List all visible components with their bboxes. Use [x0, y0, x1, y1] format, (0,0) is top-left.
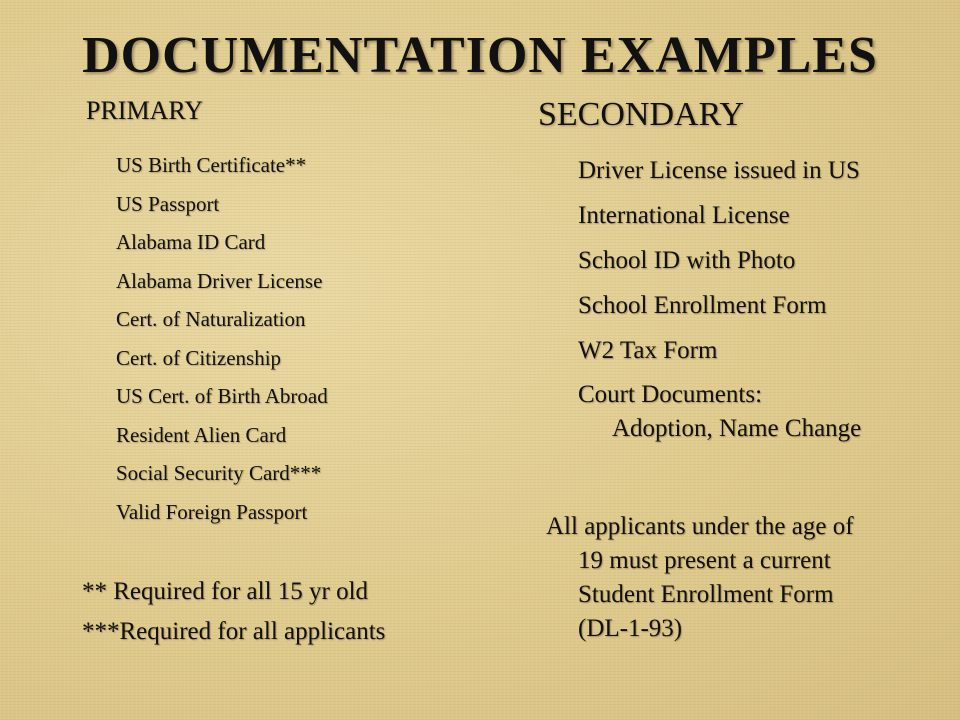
primary-item: Social Security Card*** — [116, 461, 322, 485]
primary-note: ** Required for all 15 yr old — [82, 578, 369, 605]
secondary-heading: SECONDARY — [538, 96, 744, 133]
primary-item: US Cert. of Birth Abroad — [116, 384, 328, 408]
primary-notes — [82, 572, 385, 652]
secondary-item: School ID with Photo — [578, 247, 796, 274]
primary-item: Valid Foreign Passport — [116, 499, 308, 524]
primary-note: ***Required for all applicants — [82, 618, 386, 645]
secondary-item: Driver License issued in US — [578, 157, 860, 184]
primary-item: Resident Alien Card — [116, 422, 287, 447]
under-19-note — [546, 510, 946, 646]
secondary-item: International License — [578, 202, 790, 229]
note-line: All applicants under the age of — [546, 513, 854, 540]
secondary-item-court-documents — [578, 378, 861, 446]
primary-document-list — [116, 146, 328, 531]
secondary-item: School Enrollment Form — [578, 292, 827, 319]
primary-item: Alabama Driver License — [116, 268, 323, 293]
primary-item: US Passport — [116, 191, 220, 216]
primary-heading: PRIMARY — [86, 96, 204, 125]
secondary-item: W2 Tax Form — [578, 337, 718, 364]
court-documents-label: Court Documents: — [578, 381, 763, 408]
note-line: 19 must present a current — [578, 547, 831, 574]
primary-item: Cert. of Citizenship — [116, 345, 282, 370]
primary-item: Alabama ID Card — [116, 230, 266, 254]
primary-item: Cert. of Naturalization — [116, 307, 306, 331]
note-line: Student Enrollment Form — [578, 581, 834, 608]
court-documents-types: Adoption, Name Change — [612, 415, 862, 442]
secondary-document-list — [578, 148, 861, 446]
primary-item: US Birth Certificate** — [116, 153, 307, 177]
slide-title: DOCUMENTATION EXAMPLES — [82, 27, 878, 84]
note-line: (DL-1-93) — [578, 615, 683, 642]
